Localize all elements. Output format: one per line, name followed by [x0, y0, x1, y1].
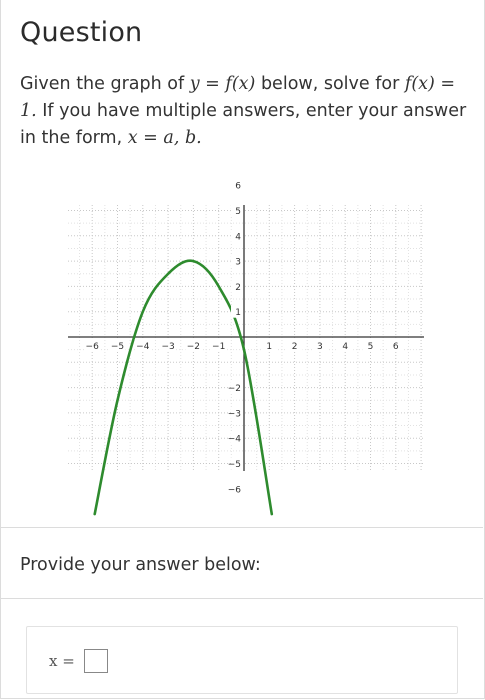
- x-tick-label: 1: [266, 342, 273, 352]
- prompt-math-1: y = f(x): [189, 74, 256, 94]
- y-tick-label: −4: [227, 434, 241, 445]
- question-prompt: [20, 71, 470, 152]
- prompt-text-3: If you have multiple answers, enter your answer in the form,: [20, 101, 467, 148]
- provide-answer-label: Provide your answer below:: [20, 555, 261, 575]
- x-tick-label: 2: [291, 342, 298, 352]
- x-tick-label: −5: [110, 342, 125, 352]
- x-tick-label: −4: [136, 342, 150, 352]
- answer-box: [26, 626, 458, 694]
- prompt-math-2: f(x) = 1.: [20, 74, 456, 121]
- x-tick-label: −1: [212, 342, 226, 352]
- question-title: Question: [20, 17, 143, 48]
- y-tick-label: 5: [235, 207, 241, 217]
- y-tick-label: −5: [227, 460, 241, 470]
- y-tick-label: −2: [227, 384, 241, 395]
- y-tick-label: −6: [227, 485, 241, 496]
- x-tick-label: −3: [161, 342, 175, 352]
- x-tick-label: 3: [317, 342, 323, 352]
- section-divider: [0, 527, 483, 528]
- x-tick-label: −6: [85, 342, 99, 352]
- answer-input[interactable]: [84, 649, 108, 673]
- answer-input-label: x =: [49, 652, 75, 670]
- y-tick-label: 6: [235, 181, 241, 192]
- x-tick-label: −2: [186, 342, 201, 352]
- prompt-text-1: Given the graph of: [20, 74, 190, 94]
- y-tick-label: 2: [235, 282, 241, 293]
- y-tick-label: −3: [227, 409, 241, 420]
- function-graph: [68, 181, 424, 496]
- y-tick-label: 1: [235, 308, 241, 319]
- x-tick-label: 6: [392, 342, 399, 352]
- y-tick-label: 4: [235, 232, 241, 243]
- prompt-text-2: below, solve for: [255, 74, 405, 94]
- x-tick-label: 4: [342, 342, 349, 352]
- x-tick-label: 5: [367, 342, 374, 352]
- grid: [68, 205, 424, 471]
- section-divider: [0, 598, 483, 599]
- y-tick-label: 3: [235, 257, 241, 268]
- prompt-math-3: x = a, b.: [127, 128, 202, 148]
